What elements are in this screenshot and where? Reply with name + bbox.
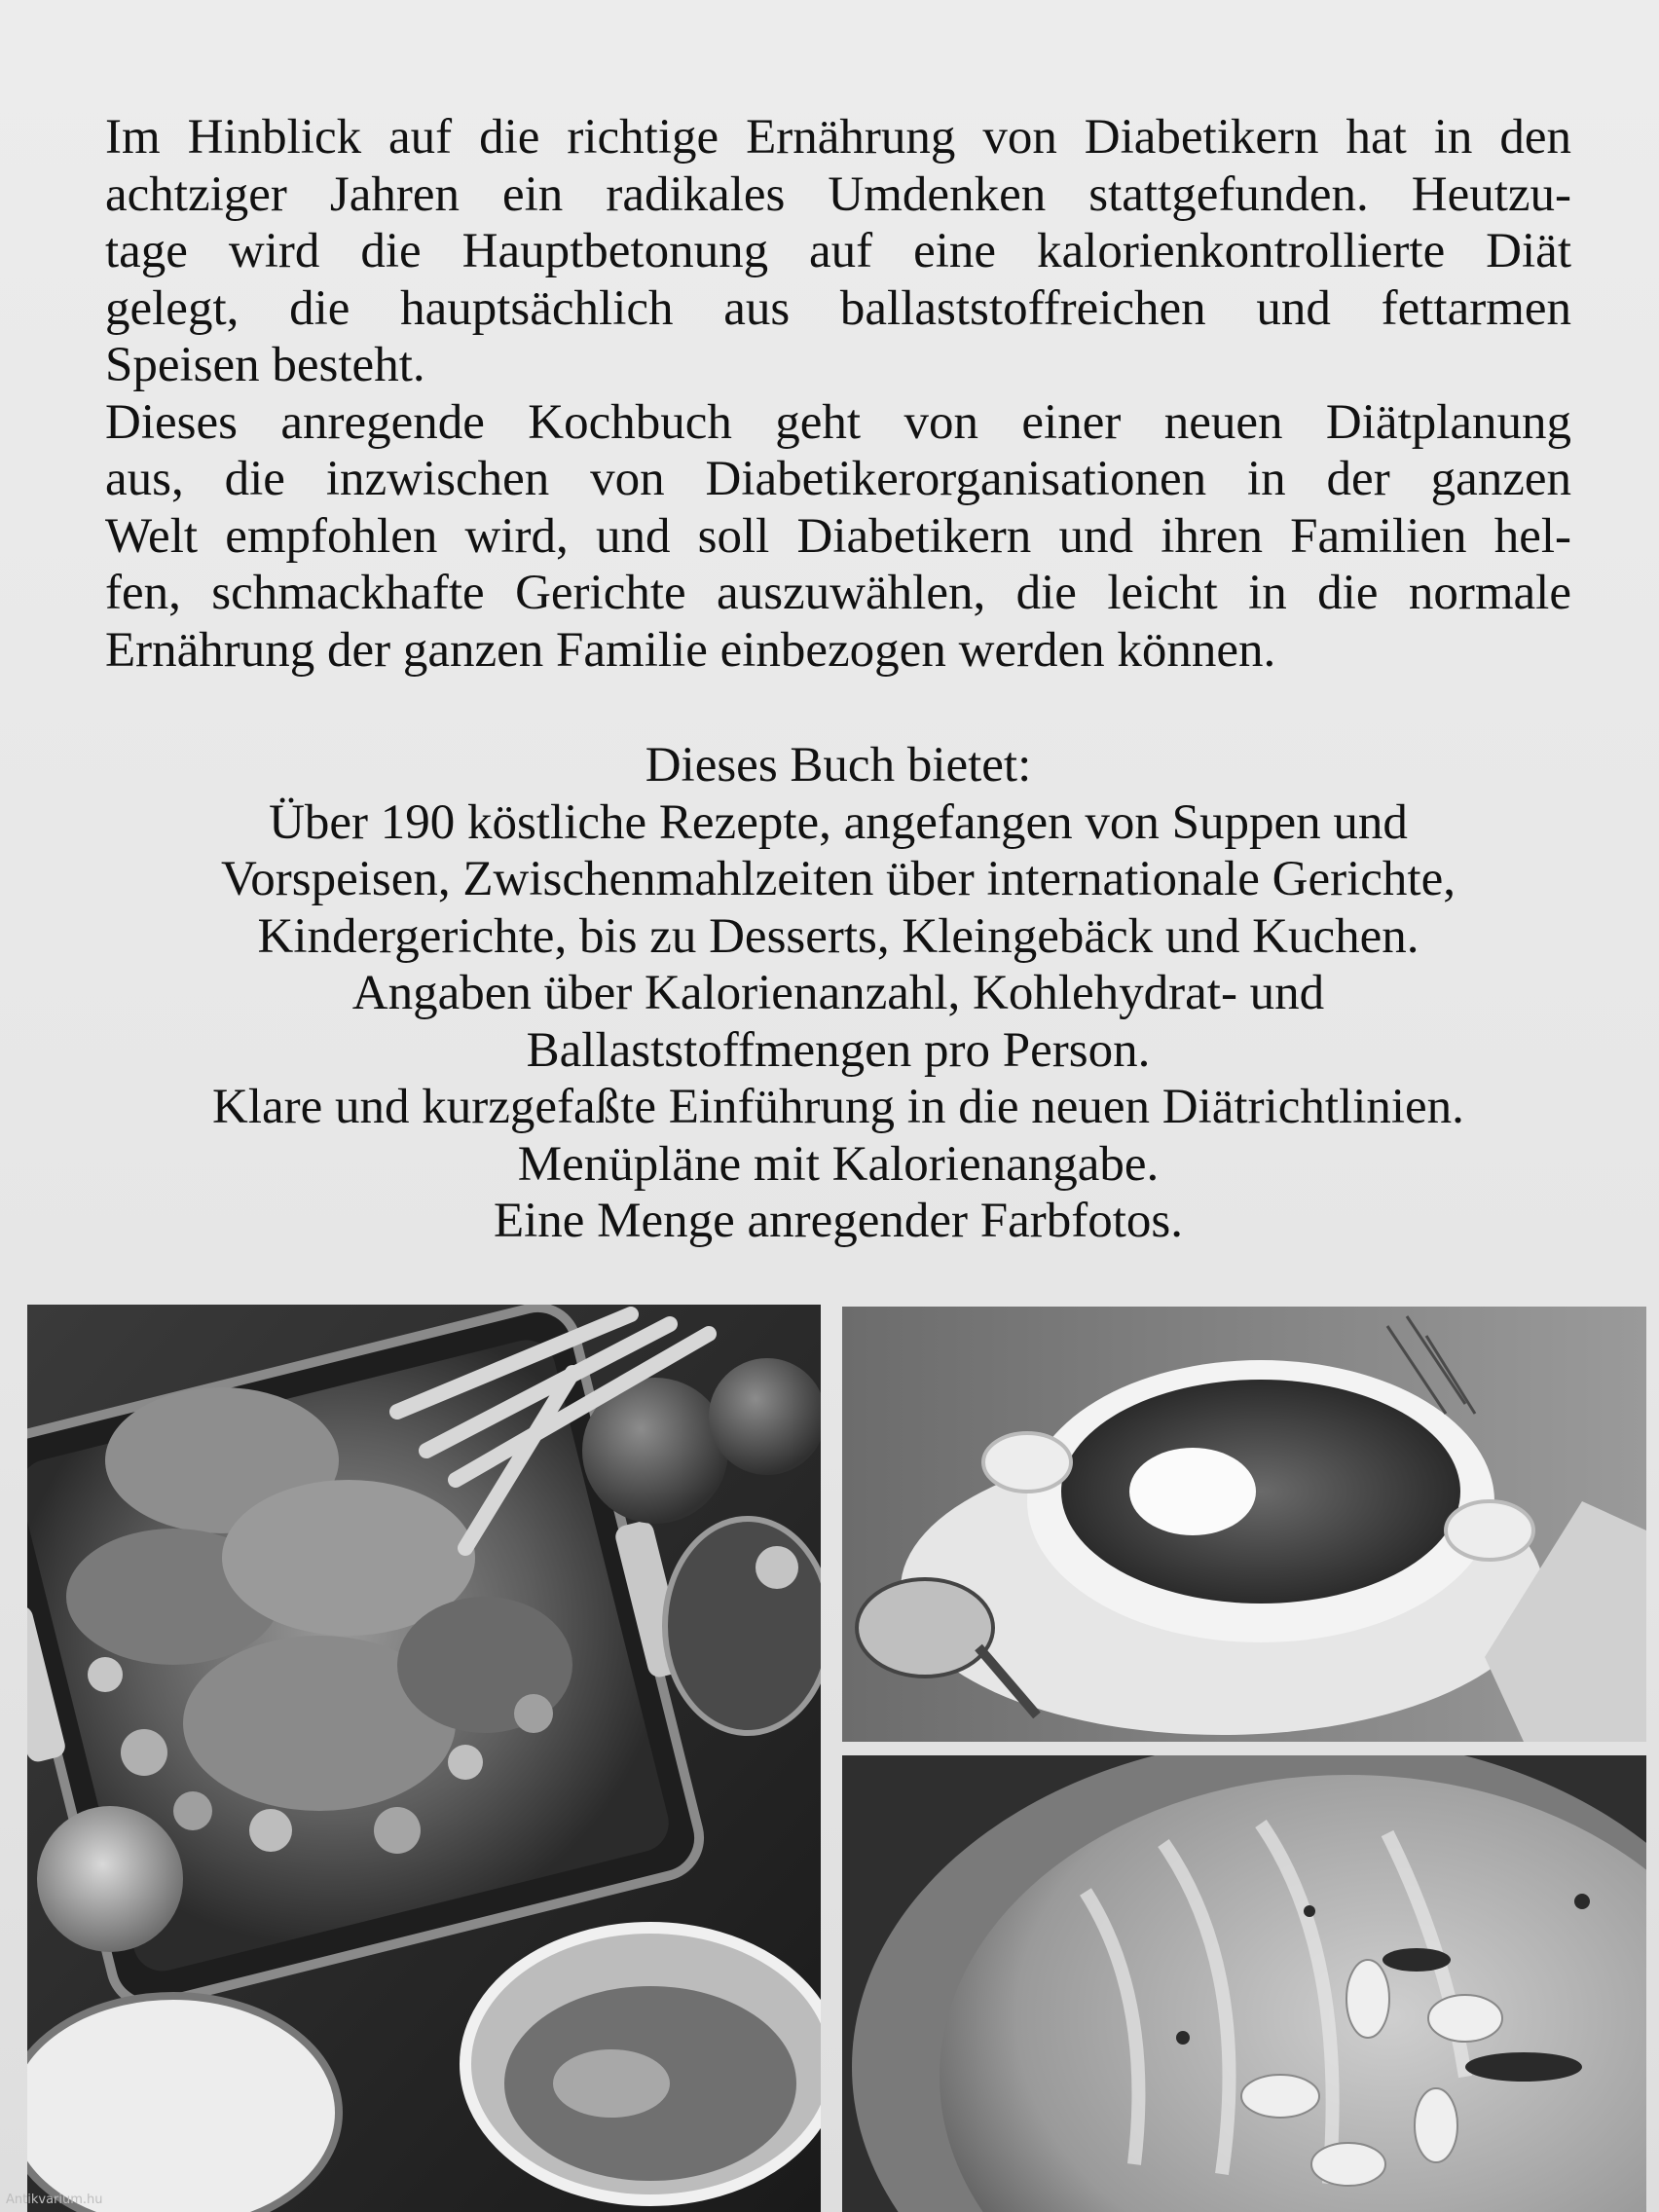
offer-line: Angaben über Kalorienanzahl, Kohlehydrat- und [351,966,1325,1020]
roast-dish-photo [27,1305,821,2212]
offer-line: Über 190 köstliche Rezepte, angefangen von Suppen und [269,794,1408,850]
soup-bowl-photo [842,1307,1646,1742]
offer-line: Menüpläne mit Kalorienangabe. [517,1136,1160,1192]
text-line: Speisen besteht. [105,338,425,392]
book-offer-list [105,737,1571,1250]
text-line: Dieses anregende Kochbuch geht von einer neuen Diätplanung [105,394,1571,450]
intro-paragraph-1 [105,109,1571,394]
offer-heading: Dieses Buch bietet: [645,738,1032,793]
text-line: aus, die inzwischen von Diabetikerorganisationen in der ganzen [105,452,1571,506]
text-line: Welt empfohlen wird, und soll Diabetikern und ihren Familien hel- [105,508,1571,564]
offer-line: Vorspeisen, Zwischenmahlzeiten über internationale Gerichte, [221,852,1456,906]
text-line: tage wird die Hauptbetonung auf eine kalorienkontrollierte Diät [105,224,1571,278]
intro-text [105,109,1571,679]
text-line: gelegt, die hauptsächlich aus ballaststoffreichen und fettarmen [105,280,1571,336]
watermark-label: Antikvarium.hu [6,2193,103,2207]
cake-image [842,1755,1646,2212]
text-line: fen, schmackhafte Gerichte auszuwählen, die leicht in die normale [105,566,1571,620]
roast-dish-image [27,1305,821,2212]
text-line: Ernährung der ganzen Familie einbezogen werden können. [105,622,1276,678]
text-line: Im Hinblick auf die richtige Ernährung von Diabetikern hat in den [105,110,1571,165]
offer-line: Ballaststoffmengen pro Person. [526,1022,1151,1078]
cake-photo [842,1755,1646,2212]
offer-line: Klare und kurzgefaßte Einführung in die neuen Diätrichtlinien. [212,1080,1464,1134]
text-line: achtziger Jahren ein radikales Umdenken stattgefunden. Heutzu- [105,166,1571,222]
offer-line: Eine Menge anregender Farbfotos. [493,1194,1184,1248]
soup-bowl-image [842,1307,1646,1742]
intro-paragraph-2 [105,394,1571,680]
offer-line: Kindergerichte, bis zu Desserts, Kleingebäck und Kuchen. [257,908,1419,964]
